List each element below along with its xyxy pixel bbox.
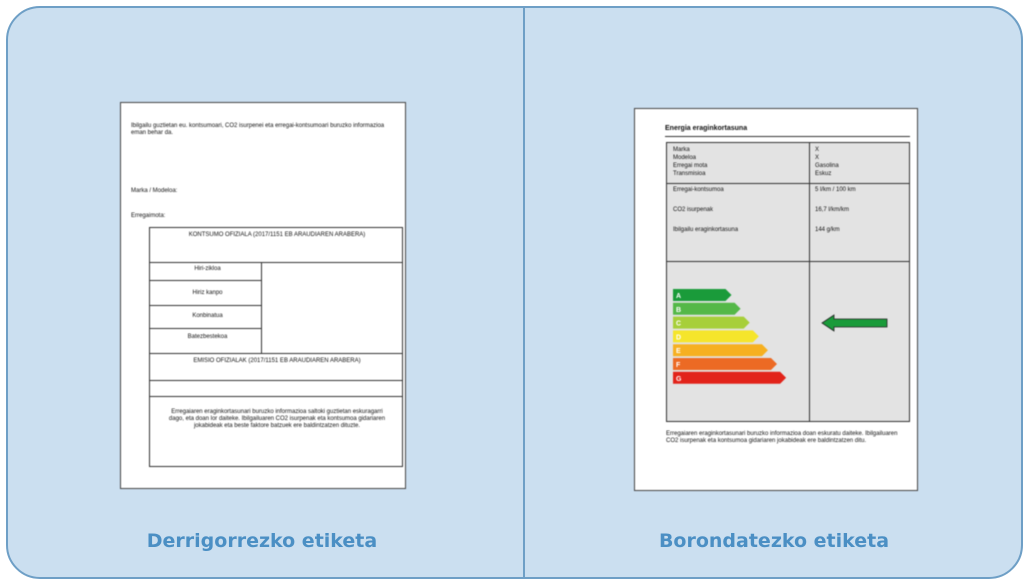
cons-row-2-value: 16,7 l/km/km (815, 207, 850, 213)
energy-class-letter-f: F (676, 362, 681, 369)
energy-class-bars (667, 269, 807, 419)
left-row-2: Hiriz kanpo (192, 290, 223, 296)
left-footer-text: Erregaiaren eraginkortasunari buruzko informazioa saltoki guztietan eskuragarri dago, eta doan lor daiteke. Ibilgailuaren CO2 isurpenak eta kontsumoa gidariaren jokabideak eta beste faktore batzuek ere baldintzatzen dituzte. (168, 409, 386, 429)
info-row-4-value: Eskuz (815, 171, 832, 177)
energy-class-bar-e (673, 344, 768, 356)
left-row-3: Konbinatua (192, 313, 223, 319)
panel-divider (523, 8, 525, 577)
left-fuel-label: Erregaimota: (131, 213, 166, 219)
voluntary-label-image (634, 108, 918, 491)
left-consumption-table (149, 227, 403, 467)
cons-row-1-label: Erregai-kontsumoa (673, 187, 724, 193)
cons-row-2-label: CO2 isurpenak (673, 207, 714, 213)
left-row-1: Hiri-zikloa (194, 266, 221, 272)
energy-class-bar-f (673, 358, 777, 370)
info-row-1-label: Marka (673, 147, 690, 153)
cons-row-3-label: Ibilgailu eraginkortasuna (673, 227, 739, 233)
left-section1-title: KONTSUMO OFIZIALA (2017/1151 EB ARAUDIAREN ARABERA) (188, 232, 366, 238)
rating-arrow (812, 313, 912, 333)
energy-class-letter-a: A (676, 293, 682, 300)
right-info-table (666, 142, 910, 422)
info-row-1-value: X (815, 147, 820, 153)
info-row-2-label: Modeloa (673, 155, 697, 161)
energy-class-letter-g: G (676, 375, 682, 383)
left-intro-text: Ibilgailu guztietan eu. kontsumoari, CO2 isurpenei eta erregai-kontsumoari buruzko informazioa eman behar da. (131, 123, 385, 136)
energy-class-bar-c (673, 317, 750, 329)
voluntary-label-caption: Borondatezko etiketa (658, 530, 890, 552)
mandatory-label-image (120, 102, 406, 489)
energy-class-bar-d (673, 330, 759, 342)
rating-arrow-shape (822, 315, 887, 331)
cons-row-1-value: 5 l/km / 100 km (815, 187, 856, 193)
comparison-panel (6, 6, 1023, 579)
cons-row-3-value: 144 g/km (815, 227, 840, 233)
left-model-label: Marka / Modeloa: (131, 188, 178, 194)
right-title: Energia eraginkortasuna (665, 125, 748, 132)
info-row-4-label: Transmisioa (673, 171, 706, 177)
mandatory-label-caption: Derrigorrezko etiketa (146, 530, 378, 552)
energy-class-letter-e: E (676, 348, 681, 356)
left-section2-title: EMISIO OFIZIALAK (2017/1151 EB ARAUDIAREN ARABERA) (193, 358, 361, 364)
energy-class-bar-g (673, 372, 786, 384)
info-row-2-value: X (815, 155, 820, 161)
energy-class-bar-b (673, 303, 741, 315)
left-row-4: Batezbestekoa (187, 334, 228, 340)
right-footer-text: Erregaiaren eraginkortasunari buruzko informazioa doan eskuratu daiteke. Ibilgailuaren CO2 isurpenak eta kontsumoa gidariaren jokabideak ere baldintzatzen ditu. (666, 431, 898, 444)
info-row-3-label: Erregai mota (673, 163, 708, 169)
energy-class-letter-c: C (676, 320, 682, 328)
energy-class-letter-b: B (676, 306, 682, 314)
energy-class-letter-d: D (676, 334, 682, 342)
energy-class-bar-a (673, 289, 732, 301)
info-row-3-value: Gasolina (815, 163, 839, 169)
